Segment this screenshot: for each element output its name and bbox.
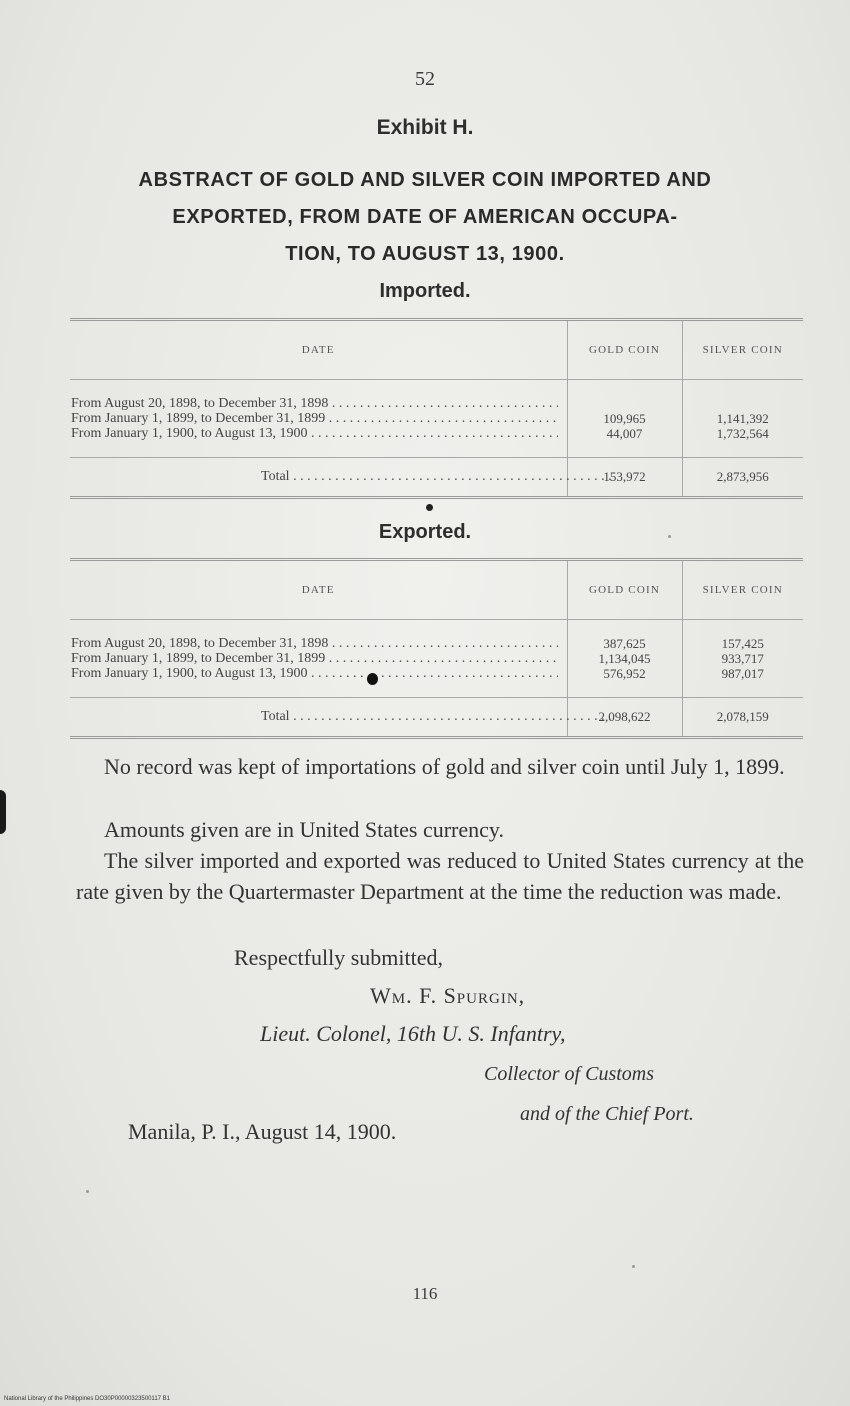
table-row <box>71 411 566 426</box>
gold-value: 387,625 <box>603 636 646 651</box>
column-header-silver: SILVER COIN <box>682 560 803 620</box>
total-row <box>70 458 803 498</box>
title-line: TION, TO AUGUST 13, 1900. <box>285 243 565 265</box>
silver-cell <box>682 380 803 458</box>
table-row <box>71 651 566 666</box>
exported-table <box>70 558 803 739</box>
signatory-name: Wm. F. Spurgin, <box>370 983 526 1008</box>
ink-dot <box>426 504 433 511</box>
exported-heading: Exported. <box>378 521 472 543</box>
table-header-row <box>70 320 803 380</box>
table-row <box>71 636 566 651</box>
table-row <box>71 396 566 411</box>
gold-value: 576,952 <box>603 666 646 681</box>
imported-heading: Imported. <box>379 280 471 302</box>
note-paragraph <box>76 751 804 782</box>
column-header-silver: SILVER COIN <box>682 320 803 380</box>
total-silver: 2,078,159 <box>682 698 803 738</box>
note-text: Amounts given are in United States currency. <box>104 817 504 842</box>
archive-footer: National Library of the Philippines DO30P00000323500117 B1 <box>4 1396 171 1402</box>
table-body-row <box>70 620 803 698</box>
exhibit-heading: Exhibit H. <box>376 116 474 139</box>
row-date: From August 20, 1898, to December 31, 1898 . . . <box>71 636 558 651</box>
note-paragraph <box>76 845 804 907</box>
title-line: ABSTRACT OF GOLD AND SILVER COIN IMPORTED AND <box>138 169 712 191</box>
ink-blot <box>367 673 378 685</box>
table-header-row <box>70 560 803 620</box>
imported-table <box>70 318 803 499</box>
gold-value: 109,965 <box>603 411 646 426</box>
column-header-gold: GOLD COIN <box>567 320 682 380</box>
total-label: Total . . . <box>71 709 748 725</box>
silver-cell <box>682 620 803 698</box>
total-row <box>70 698 803 738</box>
gold-value: 1,134,045 <box>598 651 651 666</box>
table-body-row <box>70 380 803 458</box>
table-row <box>71 426 566 441</box>
note-text: No record was kept of importations of gold and silver coin until July 1, 1899. <box>104 754 785 779</box>
total-label: Total . . . <box>71 469 748 485</box>
row-date: From January 1, 1900, to August 13, 1900 . . . <box>71 666 558 681</box>
row-date: From January 1, 1900, to August 13, 1900 . . . <box>71 426 558 441</box>
silver-value: 1,732,564 <box>716 426 769 441</box>
gold-cell <box>567 380 682 458</box>
silver-value: 1,141,392 <box>716 411 769 426</box>
date-cell <box>70 620 567 698</box>
signatory-rank: Lieut. Colonel, 16th U. S. Infantry, <box>260 1021 566 1046</box>
note-text: The silver imported and exported was reduced to United States currency at the rate given by the Quartermaster Department at the time the reduction was made. <box>76 848 804 904</box>
silver-value: 157,425 <box>721 636 764 651</box>
page-number: 52 <box>415 68 435 90</box>
binding-mark <box>0 790 6 834</box>
paper-speck <box>668 535 671 538</box>
row-date: From January 1, 1899, to December 31, 1899 . . . <box>71 651 558 666</box>
place-date: Manila, P. I., August 14, 1900. <box>128 1119 397 1144</box>
signatory-title: and of the Chief Port. <box>520 1103 694 1125</box>
gold-value: 44,007 <box>606 426 643 441</box>
note-paragraph <box>76 814 804 845</box>
total-gold: 153,972 <box>567 458 682 498</box>
row-date: From January 1, 1899, to December 31, 1899 . . . <box>71 411 558 426</box>
title-line: EXPORTED, FROM DATE OF AMERICAN OCCUPA- <box>172 206 678 228</box>
column-header-date: DATE <box>70 560 567 620</box>
total-label-cell <box>70 698 567 738</box>
silver-value: 933,717 <box>721 651 764 666</box>
total-gold: 2,098,622 <box>567 698 682 738</box>
signatory-title: Collector of Customs <box>484 1063 655 1085</box>
gold-cell <box>567 620 682 698</box>
column-header-gold: GOLD COIN <box>567 560 682 620</box>
folio-number: 116 <box>412 1284 438 1303</box>
signature-closing: Respectfully submitted, <box>234 945 443 970</box>
table-row <box>71 666 566 681</box>
date-cell <box>70 380 567 458</box>
paper-speck <box>86 1190 89 1193</box>
column-header-date: DATE <box>70 320 567 380</box>
total-label-cell <box>70 458 567 498</box>
paper-speck <box>632 1265 635 1268</box>
silver-value: 987,017 <box>721 666 764 681</box>
total-silver: 2,873,956 <box>682 458 803 498</box>
document-title <box>0 162 850 273</box>
row-date: From August 20, 1898, to December 31, 1898 . . . <box>71 396 558 411</box>
